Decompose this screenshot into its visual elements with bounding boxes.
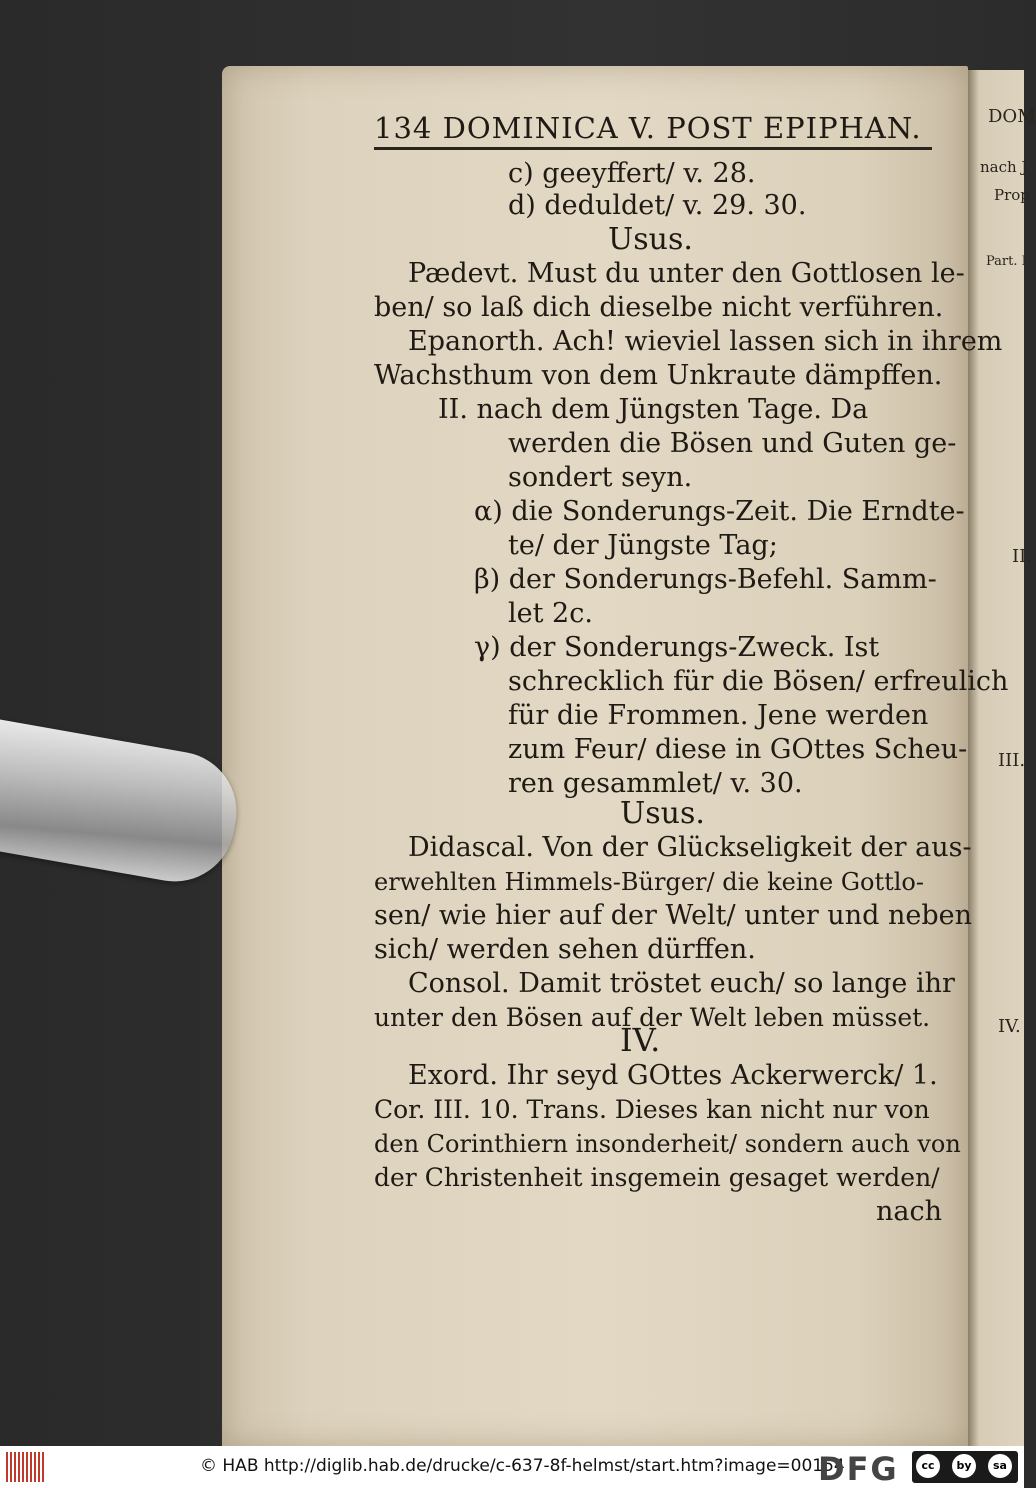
by-icon: by (952, 1454, 976, 1478)
footer-bar (0, 1446, 1024, 1488)
library-logo-icon (6, 1452, 46, 1482)
section-heading: IV. (620, 1021, 661, 1059)
sa-icon: sa (988, 1454, 1012, 1478)
adjacent-fragment: IV. (998, 1016, 1021, 1037)
source-link[interactable]: © HAB http://diglib.hab.de/drucke/c-637-8f-helmst/start.htm?image=00154 (200, 1456, 845, 1476)
text-line: sen/ wie hier auf der Welt/ unter und neben (374, 900, 972, 931)
text-line: ben/ so laß dich dieselbe nicht verführen. (374, 292, 944, 323)
text-line: Consol. Damit tröstet euch/ so lange ihr (408, 968, 955, 999)
adjacent-fragment: III. (998, 750, 1026, 771)
dfg-logo: DFG (818, 1450, 899, 1488)
adjacent-fragment: II. (1012, 546, 1032, 567)
text-line: unter den Bösen auf der Welt leben müsset. (374, 1003, 931, 1032)
cc-icon: cc (916, 1454, 940, 1478)
adjacent-fragment: nach J (980, 158, 1028, 176)
text-line: sondert seyn. (508, 462, 693, 493)
text-line: II. nach dem Jüngsten Tage. Da (438, 394, 869, 425)
text-line: Pædevt. Must du unter den Gottlosen le- (408, 258, 965, 289)
section-heading: Usus. (620, 796, 705, 831)
text-line: te/ der Jüngste Tag; (508, 530, 778, 561)
adjacent-page-edge (968, 70, 1036, 1446)
text-line: schrecklich für die Bösen/ erfreulich (508, 666, 1009, 697)
text-line: Wachsthum von dem Unkraute dämpffen. (374, 360, 943, 391)
text-line: den Corinthiern insonderheit/ sondern auch von (374, 1130, 961, 1158)
cc-license-badge[interactable] (912, 1451, 1018, 1483)
text-line: Didascal. Von der Glückseligkeit der aus- (408, 832, 972, 863)
text-line: sich/ werden sehen dürffen. (374, 934, 756, 965)
text-line: d) deduldet/ v. 29. 30. (508, 190, 807, 221)
page-header: 134 DOMINICA V. POST EPIPHAN. (374, 111, 922, 145)
text-line: ren gesammlet/ v. 30. (508, 768, 803, 799)
text-line: erwehlten Himmels-Bürger/ die keine Gottlo- (374, 868, 924, 896)
text-line: let 2c. (508, 598, 593, 629)
text-line: werden die Bösen und Guten ge- (508, 428, 957, 459)
text-line: γ) der Sonderungs-Zweck. Ist (474, 632, 880, 663)
text-line: β) der Sonderungs-Befehl. Samm- (474, 564, 937, 595)
section-heading: Usus. (608, 222, 693, 257)
text-line: für die Frommen. Jene werden (508, 700, 929, 731)
text-line: Epanorth. Ach! wieviel lassen sich in ihrem (408, 326, 1003, 357)
adjacent-fragment: DOM (988, 106, 1036, 127)
adjacent-fragment: Prop (994, 186, 1030, 204)
text-line: Exord. Ihr seyd GOttes Ackerwerck/ 1. (408, 1060, 938, 1091)
text-line: der Christenheit insgemein gesaget werden/ (374, 1163, 940, 1192)
adjacent-fragment: Part. I (986, 254, 1027, 269)
text-line: α) die Sonderungs-Zeit. Die Erndte- (474, 496, 965, 527)
text-line: c) geeyffert/ v. 28. (508, 158, 756, 189)
text-line: zum Feur/ diese in GOttes Scheu- (508, 734, 968, 765)
text-line: Cor. III. 10. Trans. Dieses kan nicht nur von (374, 1095, 930, 1124)
catchword: nach (876, 1196, 942, 1227)
header-rule (374, 147, 932, 150)
